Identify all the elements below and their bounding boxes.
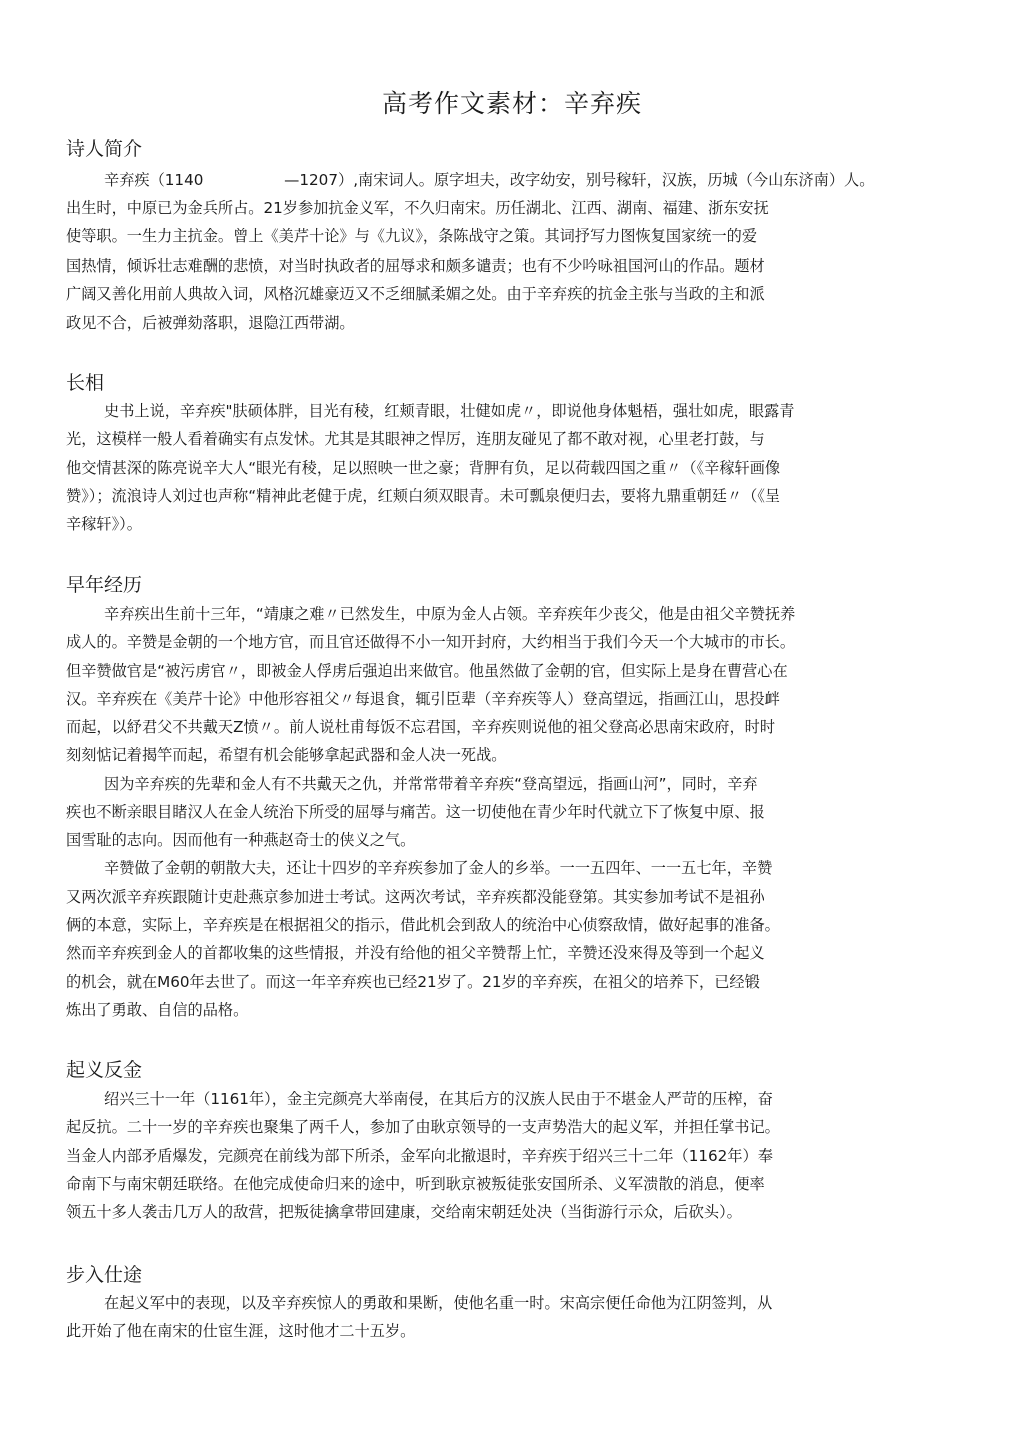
- paragraph-line: 炼出了勇敢、自信的品格。: [66, 1001, 249, 1019]
- paragraph-line: 又两次派辛弃疾跟随计吏赴燕京参加进士考试。这两次考试，辛弃疾都没能登第。其实参加考试不是祖孙: [66, 888, 765, 906]
- document-title: 高考作文素材：辛弃疾: [381, 89, 642, 118]
- paragraph-line: 他交情甚深的陈亮说辛大人“眼光有稜，足以照映一世之豪；背胛有负，足以荷载四国之重〃（《辛稼轩画像: [66, 459, 781, 477]
- paragraph-line: 使等职。一生力主抗金。曾上《美芹十论》与《九议》，条陈战守之策。其词抒写力图恢复国家统一的爱: [66, 227, 758, 245]
- paragraph-line: 国热情，倾诉壮志难酬的悲愤，对当时执政者的屈辱求和颇多谴责；也有不少吟咏祖国河山的作品。题材: [66, 257, 765, 275]
- paragraph-line: 辛稼轩》）。: [66, 515, 142, 533]
- section-heading-appearance: 长相: [66, 372, 105, 394]
- paragraph-line: 汉。辛弃疾在《美芹十论》中他形容祖父〃每退食，辄引臣辈（辛弃疾等人）登高望远，指画江山，思投衅: [66, 690, 780, 708]
- paragraph-line: 辛弃疾出生前十三年，“靖康之难〃已然发生，中原为金人占领。辛弃疾年少丧父，他是由祖父辛赞抚养: [104, 605, 796, 623]
- section-heading-poet-intro: 诗人简介: [66, 138, 143, 160]
- paragraph-line: 赞》）；流浪诗人刘过也声称“精神此老健于虎，红颊白须双眼青。未可瓢泉便归去，要将九鼎重朝廷〃（《呈: [66, 487, 781, 505]
- paragraph-line: 政见不合，后被弹劾落职，退隐江西带湖。: [66, 314, 355, 332]
- paragraph-line: 但辛赞做官是“被污虏官〃，即被金人俘虏后强迫出来做官。他虽然做了金朝的官，但实际上是身在曹营心在: [66, 662, 788, 680]
- paragraph-line: 的机会，就在M60年去世了。而这一年辛弃疾也已经21岁了。21岁的辛弃疾，在祖父的培养下，已经锻: [66, 973, 760, 991]
- paragraph-line: 成人的。辛赞是金朝的一个地方官，而且官还做得不小一知开封府，大约相当于我们今天一个大城市的市长。: [66, 633, 795, 651]
- paragraph-line: 因为辛弃疾的先辈和金人有不共戴天之仇，并常常带着辛弃疾“登高望远，指画山河”，同时，辛弃: [104, 775, 758, 793]
- paragraph-line: 国雪耻的志向。因而他有一种燕赵奇士的侠义之气。: [66, 831, 416, 849]
- paragraph-line: 广阔又善化用前人典故入词，风格沉雄豪迈又不乏细腻柔媚之处。由于辛弃疾的抗金主张与当政的主和派: [66, 285, 765, 303]
- paragraph-line: 在起义军中的表现，以及辛弃疾惊人的勇敢和果断，使他名重一时。宋高宗便任命他为江阴签判，从: [104, 1294, 773, 1312]
- paragraph-line: 当金人内部矛盾爆发，完颜亮在前线为部下所杀，金军向北撤退时，辛弃疾于绍兴三十二年（1162年）奉: [66, 1147, 773, 1165]
- paragraph-line: 领五十多人袭击几万人的敌营，把叛徒擒拿带回建康，交给南宋朝廷处决（当街游行示众，后砍头）。: [66, 1203, 742, 1221]
- paragraph-line: 疾也不断亲眼目睹汉人在金人统治下所受的屈辱与痛苦。这一切使他在青少年时代就立下了恢复中原、报: [66, 803, 765, 821]
- section-heading-early-life: 早年经历: [66, 574, 143, 596]
- paragraph-line: 而起，以紓君父不共戴天Z愤〃。前人说杜甫每饭不忘君国，辛弃疾则说他的祖父登高必思南宋政府，时时: [66, 718, 776, 736]
- paragraph-line: 此开始了他在南宋的仕宦生涯，这时他才二十五岁。: [66, 1322, 416, 1340]
- paragraph-line: 光，这模样一般人看着确实有点发怵。尤其是其眼神之悍厉，连朋友碰见了都不敢对视，心里老打鼓，与: [66, 430, 765, 448]
- paragraph-line: 命南下与南宋朝廷联络。在他完成使命归来的途中，听到耿京被叛徒张安国所杀、义军溃散的消息，便率: [66, 1175, 765, 1193]
- paragraph-line: 俩的本意，实际上，辛弃疾是在根据祖父的指示，借此机会到敌人的统治中心侦察敌情，做好起事的准备。: [66, 916, 780, 934]
- paragraph-line: 史书上说，辛弃疾"肤硕体胖，目光有稜，红颊青眼，壮健如虎〃，即说他身体魁梧，强壮如虎，眼露青: [104, 402, 795, 420]
- section-heading-uprising: 起义反金: [66, 1059, 143, 1081]
- section-heading-official-career: 步入仕途: [66, 1264, 143, 1286]
- paragraph-line: 然而辛弃疾到金人的首都收集的这些情报，并没有给他的祖父辛赞帮上忙，辛赞还没來得及等到一个起义: [66, 944, 765, 962]
- paragraph-line: 绍兴三十一年（1161年），金主完颜亮大举南侵，在其后方的汉族人民由于不堪金人严苛的压榨，奋: [104, 1090, 773, 1108]
- paragraph-line: 辛赞做了金朝的朝散大夫，还让十四岁的辛弃疾参加了金人的乡举。一一五四年、一一五七年，辛赞: [104, 859, 773, 877]
- paragraph-line: 刻刻惦记着揭竿而起，希望有机会能够拿起武器和金人决一死战。: [66, 746, 507, 764]
- paragraph-line: 辛弃疾（1140 —1207）,南宋词人。原字坦夫，改字幼安，别号稼轩，汉族，历城（今山东济南）人。: [104, 171, 875, 189]
- paragraph-line: 起反抗。二十一岁的辛弃疾也聚集了两千人，参加了由耿京领导的一支声势浩大的起义军，并担任掌书记。: [66, 1118, 780, 1136]
- paragraph-line: 出生时，中原已为金兵所占。21岁参加抗金义军，不久归南宋。历任湖北、江西、湖南、福建、浙东安抚: [66, 199, 769, 217]
